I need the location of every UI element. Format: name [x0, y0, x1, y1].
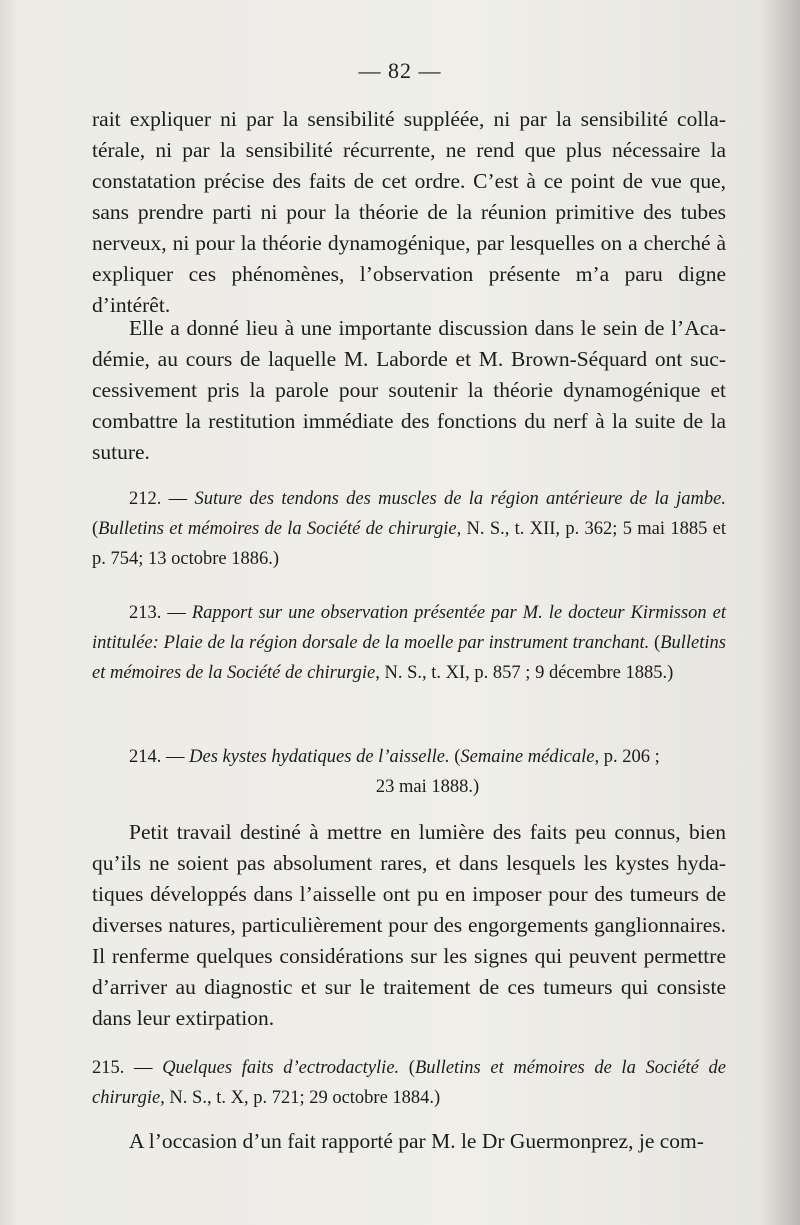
- entry-ref: N. S., t. XI, p. 857 ; 9 décembre 1885.): [379, 663, 674, 683]
- entry-number: 213. —: [129, 603, 192, 623]
- entry-number: 215. —: [92, 1058, 163, 1078]
- entry-journal: Bulletins et mémoires de la Société de chirurgie,: [92, 633, 726, 683]
- entry-number: 212. —: [129, 489, 195, 509]
- entry-ref-date: 23 mai 1888.): [375, 777, 480, 797]
- entry-ref: p. 206 ;: [599, 747, 660, 767]
- entry-journal: Bulletins et mémoires de la Société de chirurgie,: [92, 1058, 727, 1108]
- bibliography-entry: [92, 598, 726, 688]
- entry-journal: Bulletins et mémoires de la Société de chirurgie,: [98, 519, 462, 539]
- paragraph-continued: [92, 104, 726, 321]
- entry-number: 214. —: [129, 747, 190, 767]
- paragraph-text: Petit travail destiné à mettre en lumière des faits peu connus, bien qu’ils ne soient pas absolument rares, et dans lesquels les kystes hydatiques développés dans l’aisselle ont pu en imposer pour des tumeurs de diverses natures, particulièrement pour des engorgements ganglionnaires. Il renferme quelques considérations sur les signes qui peuvent permettre d’arriver au diagnostic et sur le traitement de ces tumeurs qui consiste dans leur extirpation.: [92, 820, 726, 1030]
- entry-ref: N. S., t. X, p. 721; 29 octobre 1884.): [164, 1088, 441, 1108]
- paragraph-text: rait expliquer ni par la sensibilité suppléée, ni par la sensibilité collatérale, ni par la sensibilité récurrente, ne rend que plus nécessaire la constatation précise des faits de cet ordre. C’est à ce point de vue que, sans prendre parti ni pour la théorie de la réunion primitive des tubes nerveux, ni pour la théorie dynamogénique, par lesquelles on a cherché à expliquer ces phénomènes, l’observation présente m’a paru digne d’intérêt.: [92, 107, 726, 317]
- entry-ref-open: (: [92, 519, 99, 539]
- paragraph-ectrodactylie: [92, 1126, 726, 1157]
- entry-title: Quelques faits d’ectrodactylie.: [162, 1058, 400, 1078]
- paragraph-discussion: [92, 313, 726, 468]
- entry-214: [92, 742, 726, 802]
- entry-title: Des kystes hydatiques de l’aisselle.: [189, 747, 450, 767]
- entry-ref-open: (: [649, 633, 661, 653]
- entry-title: Suture des tendons des muscles de la région antérieure de la jambe.: [194, 489, 726, 509]
- bibliography-entry: [92, 1053, 726, 1113]
- page-number: — 82 —: [358, 58, 442, 83]
- paragraph-kystes: [92, 817, 726, 1034]
- entry-journal: Semaine médicale,: [460, 747, 600, 767]
- entry-ref-open: (: [449, 747, 461, 767]
- paragraph-text: Elle a donné lieu à une importante discussion dans le sein de l’Académie, au cours de laquelle M. Laborde et M. Brown-Séquard ont successivement pris la parole pour soutenir la théorie dynamogénique et combattre la restitution immédiate des fonctions du nerf à la suite de la suture.: [92, 316, 726, 464]
- entry-title: Rapport sur une observation présentée par M. le docteur Kirmisson et intitulée: Plaie de la région dorsale de la moelle par instrument tranchant.: [92, 603, 727, 653]
- entry-213: [92, 598, 726, 688]
- bibliography-entry: [92, 484, 726, 574]
- entry-215: [92, 1053, 726, 1113]
- bibliography-entry: [92, 742, 726, 802]
- entry-212: [92, 484, 726, 574]
- entry-ref: N. S., t. XII, p. 362; 5 mai 1885 et p. 754; 13 octobre 1886.): [92, 519, 727, 569]
- paragraph-text: A l’occasion d’un fait rapporté par M. le Dr Guermonprez, je com-: [129, 1129, 704, 1153]
- entry-ref-open: (: [399, 1058, 415, 1078]
